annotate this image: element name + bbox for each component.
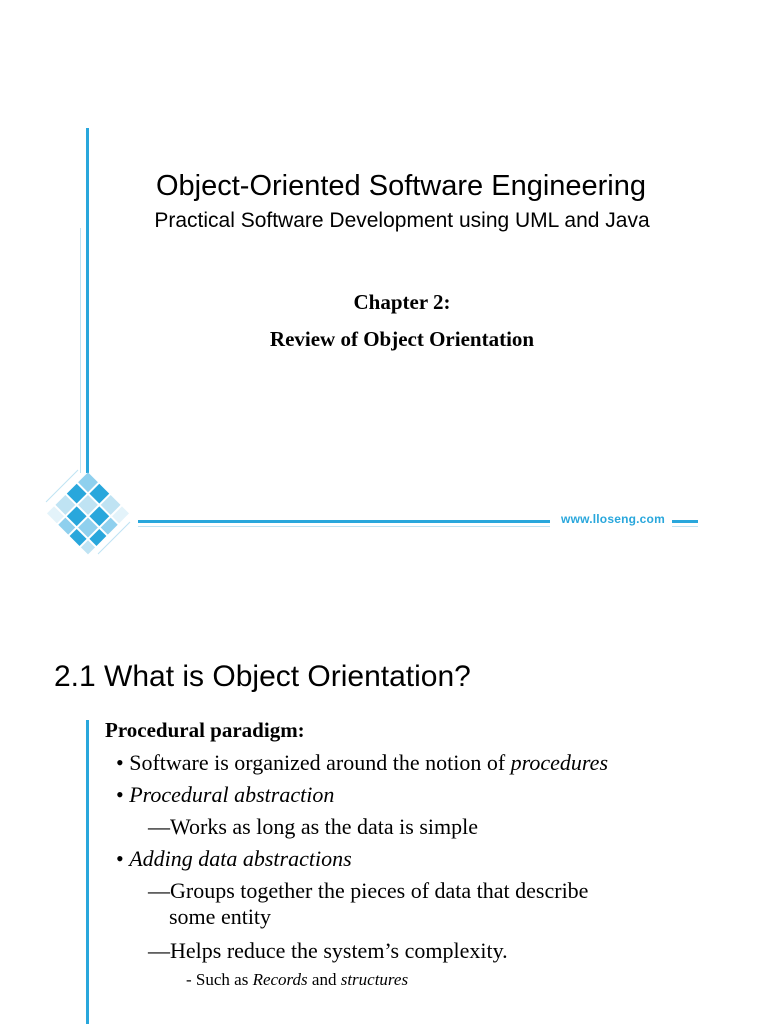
sub-bullet-groups-line2: some entity	[169, 904, 272, 929]
chapter-name: Review of Object Orientation	[269, 327, 535, 351]
section-label: Procedural paradigm:	[105, 718, 305, 742]
sub-bullet-complexity: —Helps reduce the system’s complexity.	[148, 938, 508, 963]
diamond-grid-logo-icon	[38, 462, 138, 562]
sub-bullet-data-simple: —Works as long as the data is simple	[148, 814, 479, 839]
accent-horizontal-tail-line	[672, 520, 698, 523]
sub-sub-bullet-records: - Such as Records and structures	[186, 970, 409, 989]
section-heading: 2.1 What is Object Orientation?	[54, 660, 471, 693]
slide-title: Object-Oriented Software Engineering	[155, 170, 647, 202]
bullet-data-abstractions: • Adding data abstractions	[116, 846, 352, 871]
bullet-procedural-abstraction: • Procedural abstraction	[116, 782, 335, 807]
chapter-number: Chapter 2:	[353, 290, 451, 314]
accent-horizontal-tail-thin-line	[672, 526, 698, 527]
accent-vertical-line-slide2	[86, 720, 89, 1024]
slide-subtitle: Practical Software Development using UML and Java	[154, 209, 650, 232]
website-url: www.lloseng.com	[561, 512, 665, 526]
sub-bullet-groups-line1: —Groups together the pieces of data that describe	[148, 878, 589, 903]
accent-horizontal-thin-line	[138, 526, 550, 527]
bullet-procedures: • Software is organized around the notion of procedures	[116, 750, 609, 775]
accent-horizontal-line	[138, 520, 550, 523]
